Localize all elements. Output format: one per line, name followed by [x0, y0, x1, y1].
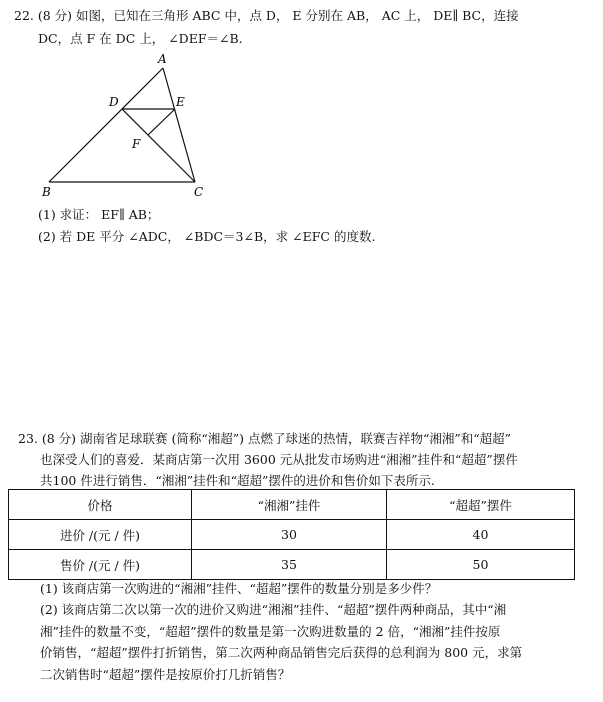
- table-cell: 进价 /(元 / 件): [9, 520, 192, 550]
- q23-part-2-line-3: 价销售，“超超”摆件打折销售，第二次两种商品销售完后获得的总利润为 800 元，求第: [40, 645, 523, 660]
- segment-ac: [163, 68, 195, 182]
- q22-stem-line-1: 22. (8 分) 如图，已知在三角形 ABC 中，点 D， E 分别在 AB， AC 上， DE∥ BC，连接: [14, 8, 519, 23]
- label-f: F: [132, 137, 141, 151]
- segment-ef: [148, 109, 175, 135]
- table-row: [9, 550, 575, 580]
- table-cell: 35: [192, 550, 387, 580]
- table-cell: 售价 /(元 / 件): [9, 550, 192, 580]
- table-header-row: [9, 490, 575, 520]
- label-e: E: [176, 95, 185, 109]
- price-table: [8, 489, 575, 580]
- q23-stem-line-2: 也深受人们的喜爱．某商店第一次用 3600 元从批发市场购进“湘湘”挂件和“超超”摆件: [40, 452, 518, 467]
- table-header-cell: “湘湘”挂件: [192, 490, 387, 520]
- table-cell: 50: [387, 550, 575, 580]
- label-d: D: [109, 95, 119, 109]
- q22-stem-line-2: DC，点 F 在 DC 上， ∠DEF＝∠B.: [38, 31, 243, 46]
- table-cell: 30: [192, 520, 387, 550]
- table-header-cell: 价格: [9, 490, 192, 520]
- triangle-figure: [36, 52, 236, 202]
- q23-stem-line-1: 23. (8 分) 湖南省足球联赛 (简称“湘超”) 点燃了球迷的热情，联赛吉祥物“湘湘”和“超超”: [18, 431, 512, 446]
- q23-part-2-line-2: 湘”挂件的数量不变，“超超”摆件的数量是第一次购进数量的 2 倍，“湘湘”挂件按原: [40, 624, 501, 639]
- q23-stem-line-3: 共100 件进行销售．“湘湘”挂件和“超超”摆件的进价和售价如下表所示.: [40, 473, 435, 488]
- q23-part-1: (1) 该商店第一次购进的“湘湘”挂件、“超超”摆件的数量分别是多少件？: [40, 581, 438, 596]
- q22-part-2: (2) 若 DE 平分 ∠ADC， ∠BDC＝3∠B，求 ∠EFC 的度数.: [38, 229, 376, 244]
- q23-part-2-line-1: (2) 该商店第二次以第一次的进价又购进“湘湘”挂件、“超超”摆件两种商品，其中“湘: [40, 602, 507, 617]
- label-c: C: [194, 185, 204, 199]
- label-a: A: [158, 52, 167, 66]
- table-header-cell: “超超”摆件: [387, 490, 575, 520]
- table-row: [9, 520, 575, 550]
- q22-part-1: (1) 求证： EF∥ AB；: [38, 207, 160, 222]
- segment-ab: [49, 68, 163, 182]
- q23-part-2-line-4: 二次销售时“超超”摆件是按原价打几折销售？: [40, 667, 291, 682]
- table-cell: 40: [387, 520, 575, 550]
- label-b: B: [42, 185, 51, 199]
